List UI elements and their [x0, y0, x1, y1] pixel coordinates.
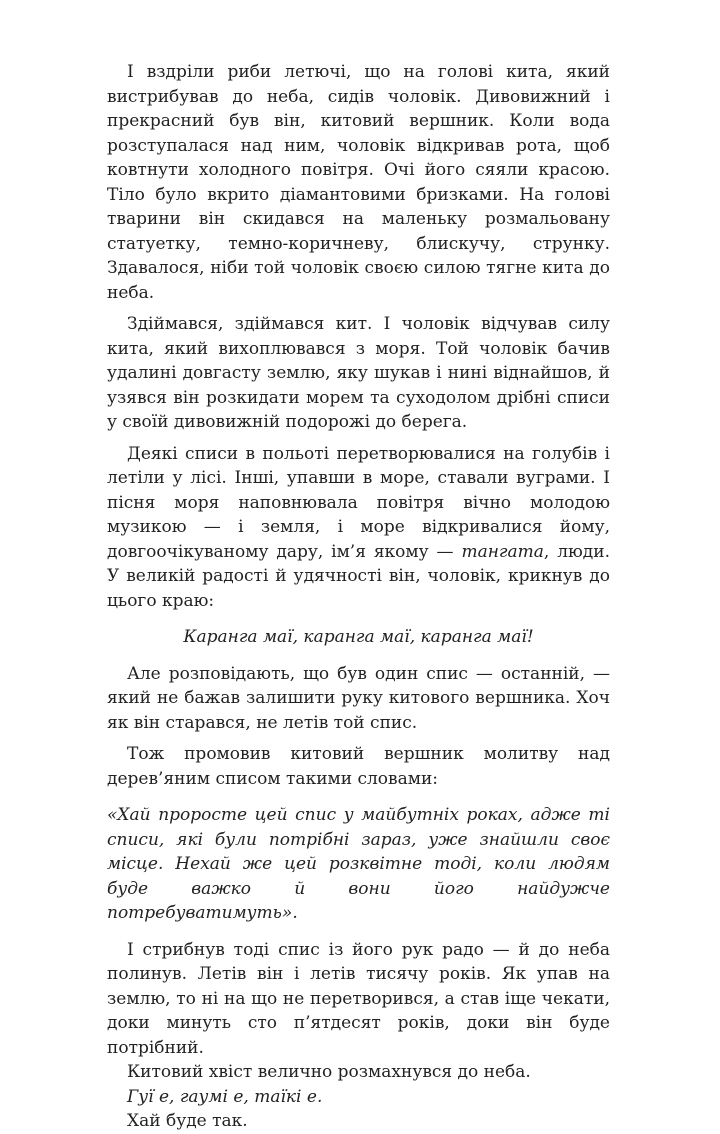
paragraph-spears [107, 442, 610, 614]
page-text [107, 60, 610, 1134]
paragraph-whale-rider: І вздріли риби летючі, що на голові кита, який вистрибував до неба, сидів чоловік. Дивовижний і прекрасний був він, китовий вершник. Коли вода розступалася над ним, чоловік відкривав рота, щоб ковтнути холодного повітря. Очі його сяяли красою. Тіло було вкрито діамантовими бризками. На голові тварини він скидався на маленьку розмальовану статуетку, темно-коричневу, блискучу, струнку. Здавалося, ніби той чоловік своєю силою тягне кита до неба. [107, 62, 610, 303]
paragraph-spears-text-1: Деякі списи в польоті перетворювалися на голубів і летіли у лісі. Інші, упавши в море, ставали вуграми. І пісня моря наповнювала повітря вічно молодою музикою — і земля, і море відкривалися йому, довгоочікуваному дару, ім’я якому — [107, 443, 610, 562]
word-tangata: тангата [461, 541, 544, 562]
paragraph-spears-text-2: , люди. У великій радості й удячності він, чоловік, крикнув до цього краю: [107, 541, 610, 611]
chant-line: Каранга маї, каранга маї, каранга маї! [183, 627, 534, 647]
prayer-quote: «Хай проросте цей спис у майбутніх роках, адже ті списи, які були потрібні зараз, уже знайшли своє місце. Нехай же цей розквітне тоді, коли людям буде важко й вони його найдужче потребуватимуть». [107, 805, 610, 923]
paragraph-prayer-intro: Тож промовив китовий вершник молитву над дерев’яним списом такими словами: [107, 744, 610, 789]
paragraph-whale-tail: Китовий хвіст велично розмахнувся до неба. [127, 1062, 531, 1082]
paragraph-spear-flight: І стрибнув тоді спис із його рук радо — й до неба полинув. Летів він і летів тисячу років. Як упав на землю, то ні на що не перетворився, а став іще чекати, доки минуть сто п’ятдесят років, доки він буде потрібний. [107, 939, 610, 1058]
paragraph-last-spear: Але розповідають, що був один спис — останній, — який не бажав залишити руку китового вершника. Хоч як він старався, не летів той спис. [107, 663, 610, 733]
paragraph-so-be-it: Хай буде так. [127, 1111, 248, 1131]
paragraph-whale-rising: Здіймався, здіймався кит. І чоловік відчував силу кита, який вихоплювався з моря. Той чоловік бачив удалині довгасту землю, яку шукав і нині віднайшов, й узявся він розкидати морем та суходолом дрібні списи у своїй дивовижній подорожі до берега. [107, 314, 610, 432]
paragraph-chant-closing: Гуї е, гаумі е, таїкі е. [127, 1086, 323, 1107]
